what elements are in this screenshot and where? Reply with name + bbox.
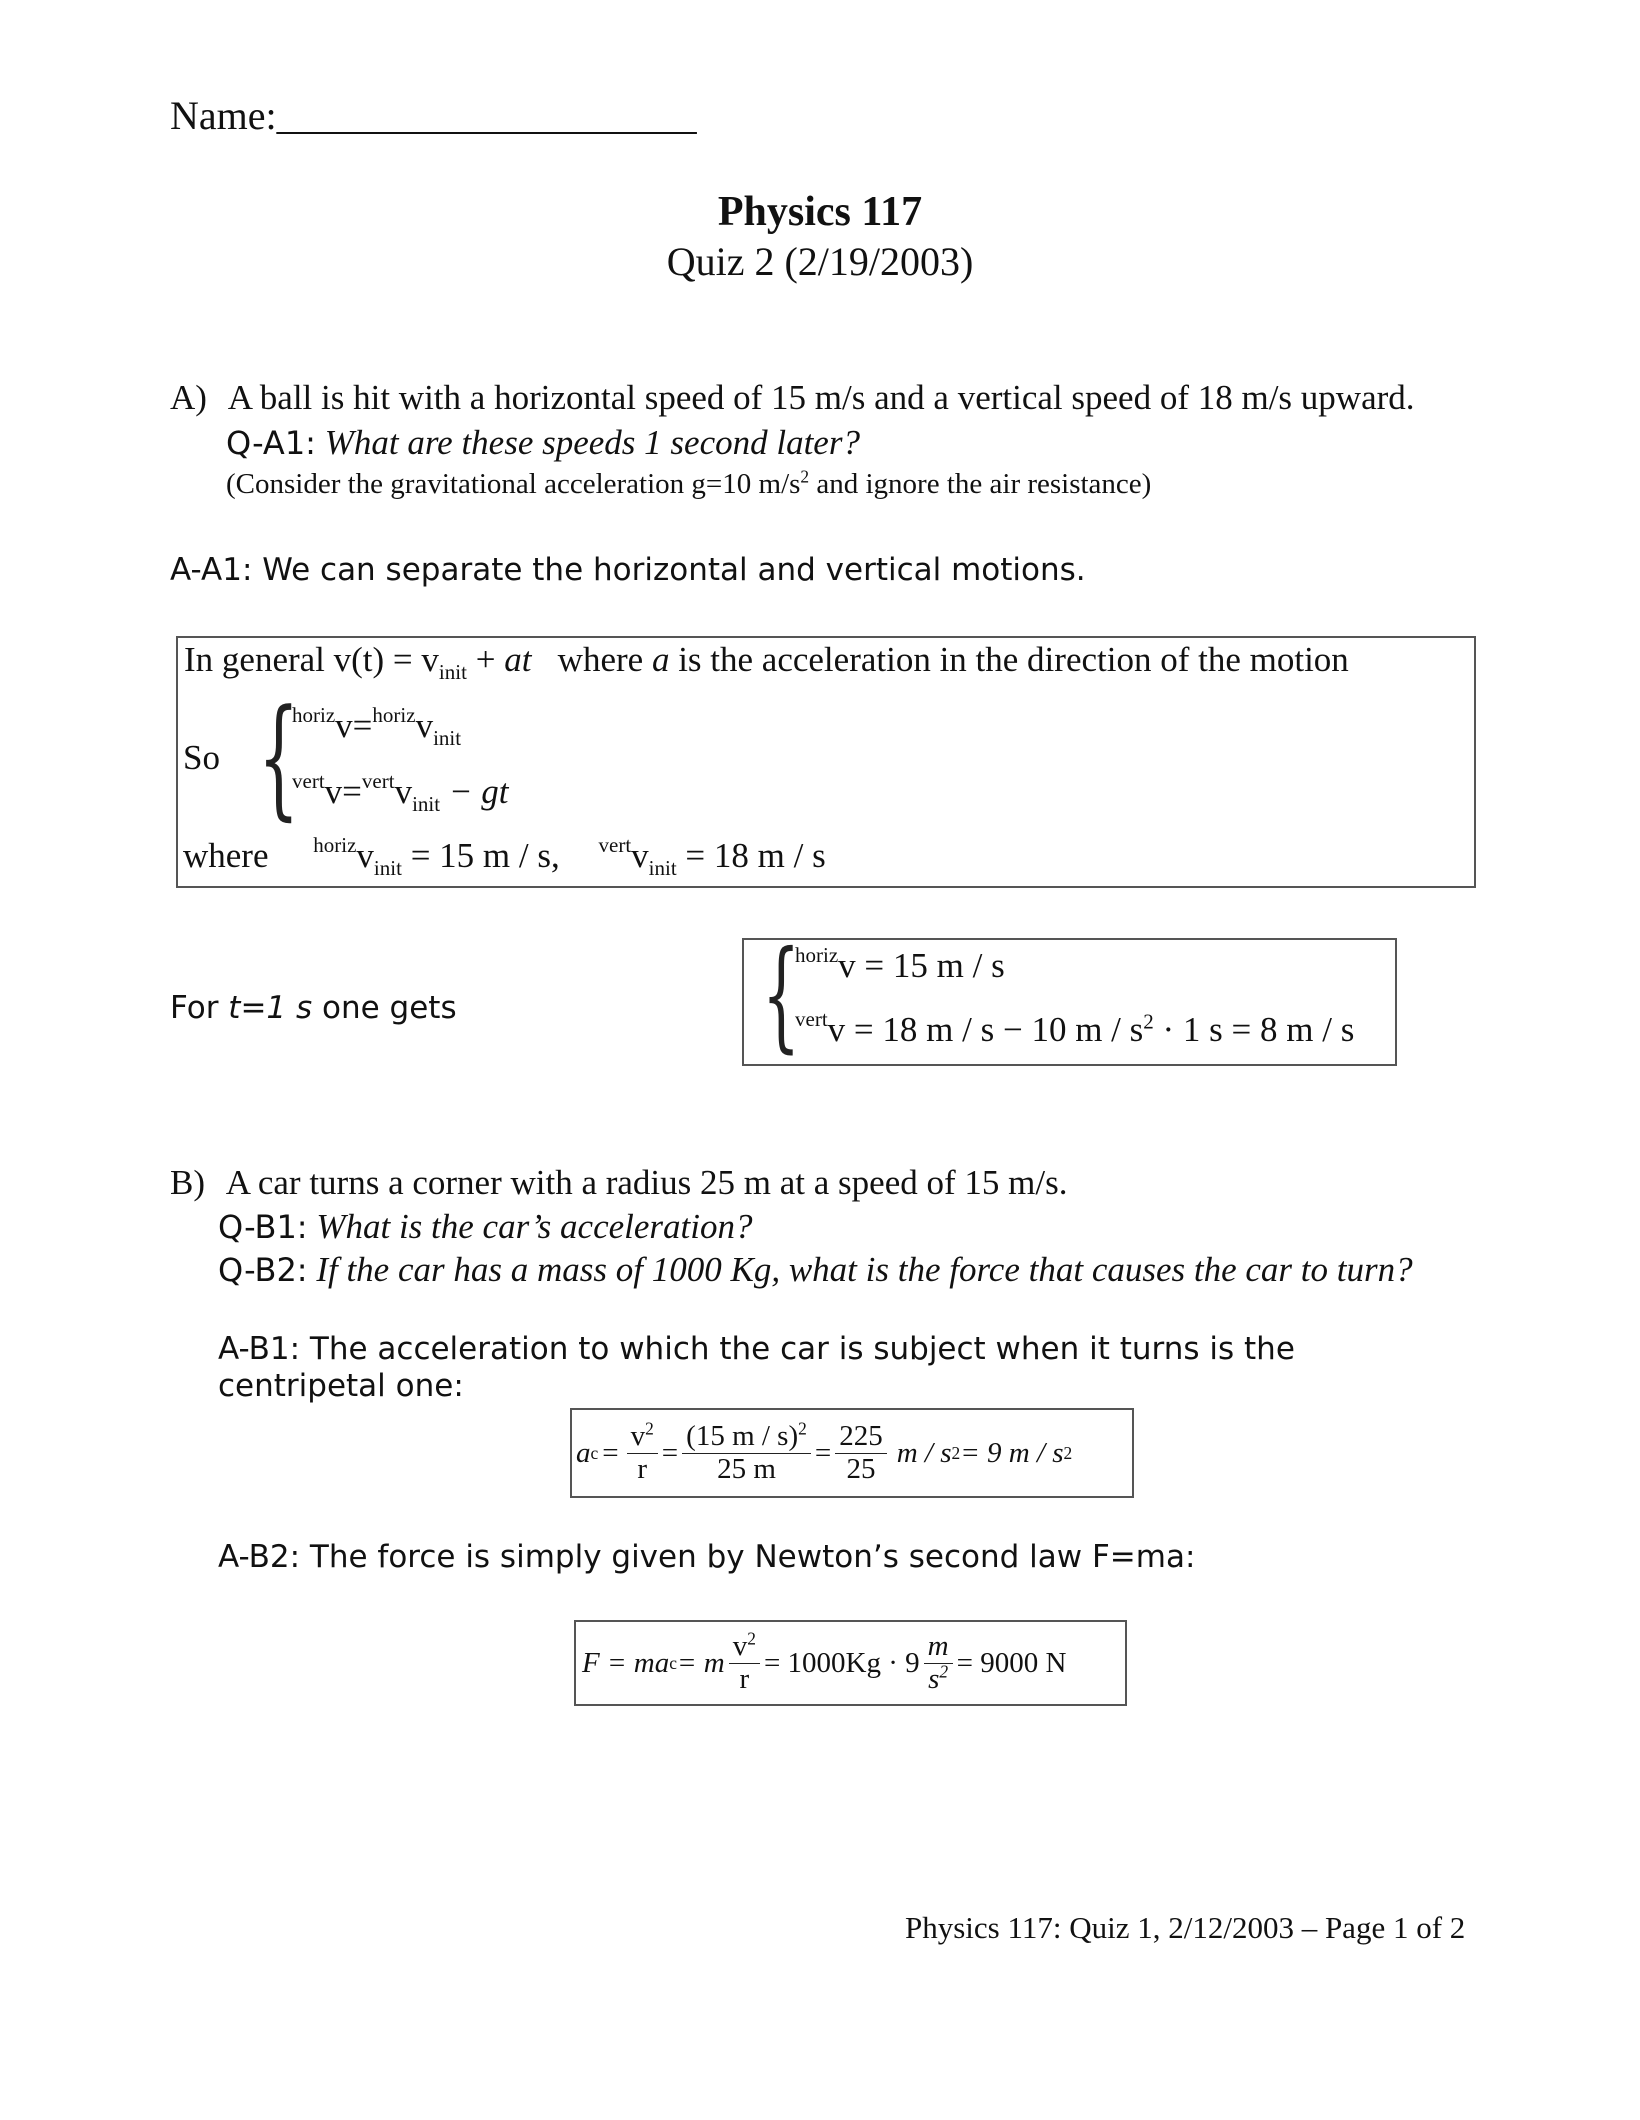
vert-prescript: vert bbox=[292, 769, 325, 794]
horiz-prescript: horiz bbox=[795, 943, 839, 968]
question-a1 bbox=[226, 423, 860, 463]
acceleration-equation: a c = $\frac{v^2}{r}$ = $\frac{(15 m / s)^2}{25 m}$ = $\frac{225}{25}$ m / s 2 = 9 m / s 2 bbox=[576, 1417, 1073, 1485]
den-25: 25 bbox=[846, 1452, 876, 1485]
plus-sign: + bbox=[466, 640, 505, 679]
init-subscript: init bbox=[433, 726, 462, 750]
f-ma: F = ma bbox=[582, 1646, 670, 1679]
init-subscript: init bbox=[438, 660, 467, 684]
question-b1-text: What is the car’s acceleration? bbox=[316, 1207, 753, 1246]
where-label: where bbox=[183, 836, 269, 875]
page-subtitle: Quiz 2 (2/19/2003) bbox=[666, 239, 974, 284]
vert-prescript: vert bbox=[361, 769, 395, 794]
num-15: (15 m / s) bbox=[686, 1419, 799, 1452]
for-t-pre: For bbox=[170, 990, 229, 1026]
question-b1-label: Q-B1: bbox=[218, 1208, 308, 1246]
vert-prescript: vert bbox=[598, 833, 632, 858]
question-b2-text: If the car has a mass of 1000 Kg, what is the force that causes the car to turn? bbox=[316, 1250, 1413, 1289]
result-horiz-eq: v = 15 m / s bbox=[838, 946, 1005, 985]
question-a1-text: What are these speeds 1 second later? bbox=[324, 423, 860, 462]
equals: = bbox=[814, 1436, 832, 1469]
init-subscript: init bbox=[373, 856, 402, 880]
unit-ms2: m / s bbox=[896, 1436, 952, 1469]
v-symbol: v bbox=[415, 706, 434, 745]
sq: 2 bbox=[798, 1417, 807, 1438]
equals: = bbox=[602, 1436, 619, 1469]
minus-gt: − gt bbox=[440, 772, 509, 811]
force-result: = 9000 N bbox=[956, 1646, 1067, 1679]
vert-prescript: vert bbox=[795, 1007, 828, 1032]
answer-b2: A-B2: The force is simply given by Newton’s second law F=ma: bbox=[218, 1539, 1196, 1575]
name-blank-line: _____________________ bbox=[276, 93, 697, 138]
answer-a1-intro: A-A1: We can separate the horizontal and vertical motions. bbox=[170, 552, 1086, 588]
sq: 2 bbox=[645, 1417, 654, 1438]
r-symbol: r bbox=[739, 1662, 750, 1695]
m-unit: m bbox=[924, 1631, 953, 1664]
vert-init-value: = 18 m / s bbox=[676, 836, 826, 875]
force-equation: F = ma c = m $\frac{v^2}{r}$ = 1000Kg · 9 $\frac{m}{s^2}$ = 9000 N bbox=[582, 1627, 1067, 1695]
frac-15-25 bbox=[682, 1417, 811, 1486]
problem-a-text: A ball is hit with a horizontal speed of 15 m/s and a vertical speed of 18 m/s upward. bbox=[227, 378, 1415, 417]
sq: 2 bbox=[939, 1660, 949, 1681]
question-a1-note bbox=[226, 468, 1151, 501]
result-brace: { bbox=[762, 926, 801, 1065]
left-brace: { bbox=[258, 681, 300, 833]
frac-225-25 bbox=[835, 1421, 887, 1486]
question-b2-label: Q-B2: bbox=[218, 1251, 308, 1289]
vert-equation bbox=[292, 769, 509, 816]
horiz-prescript: horiz bbox=[313, 833, 357, 858]
page-title: Physics 117 bbox=[717, 189, 923, 235]
mass-times-acc: = 1000Kg · 9 bbox=[763, 1646, 920, 1679]
problem-a-letter: A) bbox=[170, 378, 207, 417]
frac-v2-r bbox=[627, 1417, 658, 1486]
v-symbol: v bbox=[732, 1629, 748, 1662]
note-text-2: and ignore the air resistance) bbox=[809, 468, 1152, 500]
v-symbol: v bbox=[631, 836, 649, 875]
horiz-equation bbox=[292, 703, 462, 750]
horiz-prescript: horiz bbox=[372, 703, 416, 728]
eq-m: = m bbox=[676, 1646, 725, 1679]
page-footer: Physics 117: Quiz 1, 2/12/2003 – Page 1 of 2 bbox=[905, 1910, 1466, 1945]
v-eq: v= bbox=[324, 772, 362, 811]
so-label: So bbox=[183, 738, 220, 777]
sq: 2 bbox=[747, 1627, 756, 1648]
num-225: 225 bbox=[835, 1421, 887, 1454]
note-text-1: (Consider the gravitational acceleration g=10 m/s bbox=[226, 468, 801, 500]
result-horiz bbox=[795, 943, 1005, 986]
v-symbol: v bbox=[630, 1419, 646, 1452]
problem-b-text: A car turns a corner with a radius 25 m at a speed of 15 m/s. bbox=[225, 1163, 1068, 1202]
s-unit: s bbox=[928, 1662, 940, 1695]
problem-b bbox=[170, 1163, 1067, 1203]
result-vert bbox=[795, 1007, 1355, 1050]
horiz-init-value: = 15 m / s, bbox=[401, 836, 560, 875]
problem-b-letter: B) bbox=[170, 1163, 205, 1202]
name-field bbox=[170, 92, 697, 139]
init-subscript: init bbox=[648, 856, 677, 880]
general-equation bbox=[184, 640, 1349, 684]
general-eq-desc: is the acceleration in the direction of the motion bbox=[669, 640, 1349, 679]
result-9: = 9 m / s bbox=[960, 1436, 1064, 1469]
question-b1 bbox=[218, 1207, 752, 1247]
name-label: Name: bbox=[170, 93, 277, 138]
v-symbol: v bbox=[394, 772, 413, 811]
den-25m: 25 m bbox=[717, 1452, 776, 1485]
general-eq-part: In general v(t) = v bbox=[184, 640, 439, 679]
a-symbol: a bbox=[576, 1436, 591, 1469]
where-word: where bbox=[531, 640, 652, 679]
frac-v2-r bbox=[729, 1627, 760, 1696]
frac-m-s2 bbox=[924, 1631, 953, 1696]
question-a1-label: Q-A1: bbox=[226, 424, 316, 462]
result-vert-sup: 2 bbox=[1143, 1009, 1154, 1034]
question-b2 bbox=[218, 1250, 1413, 1290]
for-t-text bbox=[170, 990, 457, 1026]
answer-b1-line1: A-B1: The acceleration to which the car is subject when it turns is the bbox=[218, 1331, 1295, 1367]
note-sup: 2 bbox=[800, 466, 810, 487]
problem-a bbox=[170, 378, 1415, 418]
horiz-prescript: horiz bbox=[292, 703, 336, 728]
where-line bbox=[183, 833, 826, 880]
v-symbol: v bbox=[356, 836, 374, 875]
at-term: at bbox=[504, 640, 532, 679]
result-vert-eq-b: · 1 s = 8 m / s bbox=[1153, 1010, 1355, 1049]
answer-b1-line2: centripetal one: bbox=[218, 1368, 464, 1404]
a-variable: a bbox=[651, 640, 670, 679]
for-t-post: one gets bbox=[312, 990, 457, 1026]
result-vert-eq-a: v = 18 m / s − 10 m / s bbox=[827, 1010, 1144, 1049]
for-t-value: t=1 s bbox=[228, 990, 313, 1026]
v-eq: v= bbox=[335, 706, 373, 745]
init-subscript: init bbox=[412, 792, 441, 816]
equals: = bbox=[661, 1436, 679, 1469]
r-symbol: r bbox=[637, 1452, 648, 1485]
